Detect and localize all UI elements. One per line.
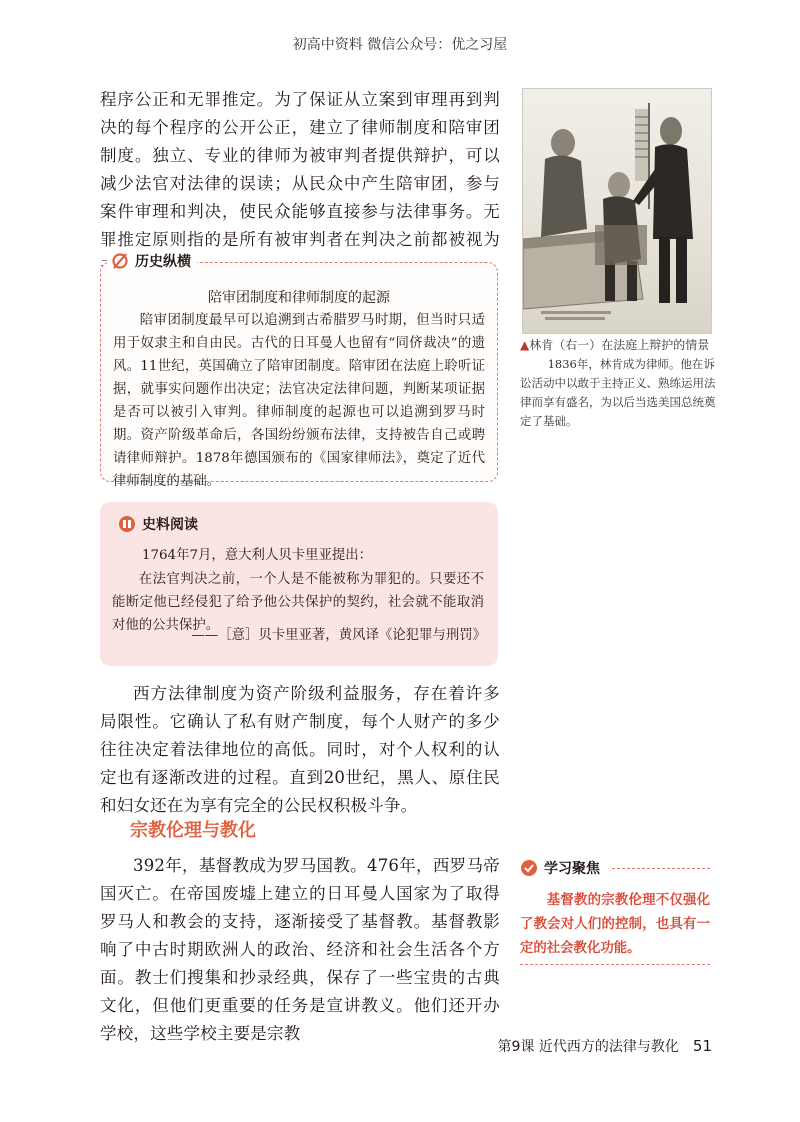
study-focus-label-text: 学习聚焦 [544, 861, 600, 877]
page-footer [498, 1036, 712, 1056]
source-box-label-text: 史料阅读 [142, 517, 198, 533]
photo-caption-description: 1836年，林肯成为律师。他在诉讼活动中以敢于主持正义、熟练运用法律而享有盛名，为以后当选美国总统奠定了基础。 [520, 357, 716, 428]
history-box [100, 254, 498, 489]
focus-divider-bottom [520, 964, 710, 965]
source-box-label [114, 514, 204, 534]
paragraph-3: 392年，基督教成为罗马国教。476年，西罗马帝国灭亡。在帝国废墟上建立的日耳曼人国家为了取得罗马人和教会的支持，逐渐接受了基督教。基督教影响了中古时期欧洲人的政治、经济和社会生活各个方面。教士们搜集和抄录经典，保存了一些宝贵的古典文化，但他们更重要的任务是宣讲教义。他们还开办学校，这些学校主要是宗教 [100, 856, 500, 1043]
source-quote: 在法官判决之前，一个人是不能被称为罪犯的。只要还不能断定他已经侵犯了给予他公共保护的契约，社会就不能取消对他的公共保护。 [112, 572, 484, 633]
paragraph-2: 西方法律制度为资产阶级利益服务，存在着许多局限性。它确认了私有财产制度，每个人财产的多少往往决定着法律地位的高低。同时，对个人权利的认定也有逐渐改进的过程。直到20世纪，黑人、原住民和妇女还在为享有完全的公民权积极斗争。 [100, 684, 500, 815]
focus-icon [520, 859, 538, 877]
section-heading: 宗教伦理与教化 [130, 820, 256, 841]
page-header: 初高中资料 微信公众号：优之习屋 [292, 37, 508, 53]
history-icon [111, 252, 129, 270]
source-reading-box [100, 502, 498, 666]
page-number: 51 [692, 1037, 712, 1055]
history-box-paragraph: 陪审团制度最早可以追溯到古希腊罗马时期，但当时只适用于奴隶主和自由民。古代的日耳曼人也留有“同侪裁决”的遗风。11世纪，英国确立了陪审团制度。陪审团在法庭上聆听证据，就事实问题作出决定；法官决定法律问题，判断某项证据是否可以被引入审判。律师制度的起源也可以追溯到罗马时期。资产阶级革命后，各国纷纷颁布法律，支持被告自己或聘请律师辩护。1878年德国颁布的《国家律师法》，奠定了近代律师制度的基础。 [113, 313, 485, 489]
lincoln-court-photo [522, 88, 712, 334]
study-focus-box [520, 858, 710, 965]
study-focus-text: 基督教的宗教伦理不仅强化了教会对人们的控制，也具有一定的社会教化功能。 [520, 892, 710, 956]
intro-paragraph: 程序公正和无罪推定。为了保证从立案到审理再到判决的每个程序的公开公正，建立了律师制度和陪审团制度。独立、专业的律师为被审判者提供辩护，可以减少法官对法律的误读；从民众中产生陪审团，参与案件审理和判决，使民众能够直接参与法律事务。无罪推定原则指的是所有被审判者在判决之前都被视为 [100, 90, 500, 249]
lincoln-illustration [523, 89, 711, 333]
history-box-title: 陪审团制度和律师制度的起源 [208, 290, 390, 306]
book-icon [118, 515, 136, 533]
focus-divider-top [612, 868, 710, 869]
paragraph-3-block [100, 852, 500, 1048]
paragraph-2-block [100, 680, 500, 820]
photo-caption [520, 336, 716, 431]
source-intro-line: 1764年7月，意大利人贝卡里亚提出： [142, 548, 373, 563]
triangle-marker-icon: ▲ [520, 338, 530, 352]
history-box-label [107, 251, 197, 271]
photo-caption-title: 林肯（右一）在法庭上辩护的情景 [529, 338, 710, 352]
source-citation: ——［意］贝卡里亚著，黄风译《论犯罪与刑罚》 [191, 628, 486, 643]
lesson-title: 第9课 近代西方的法律与教化 [497, 1039, 679, 1055]
history-box-label-text: 历史纵横 [135, 254, 191, 270]
